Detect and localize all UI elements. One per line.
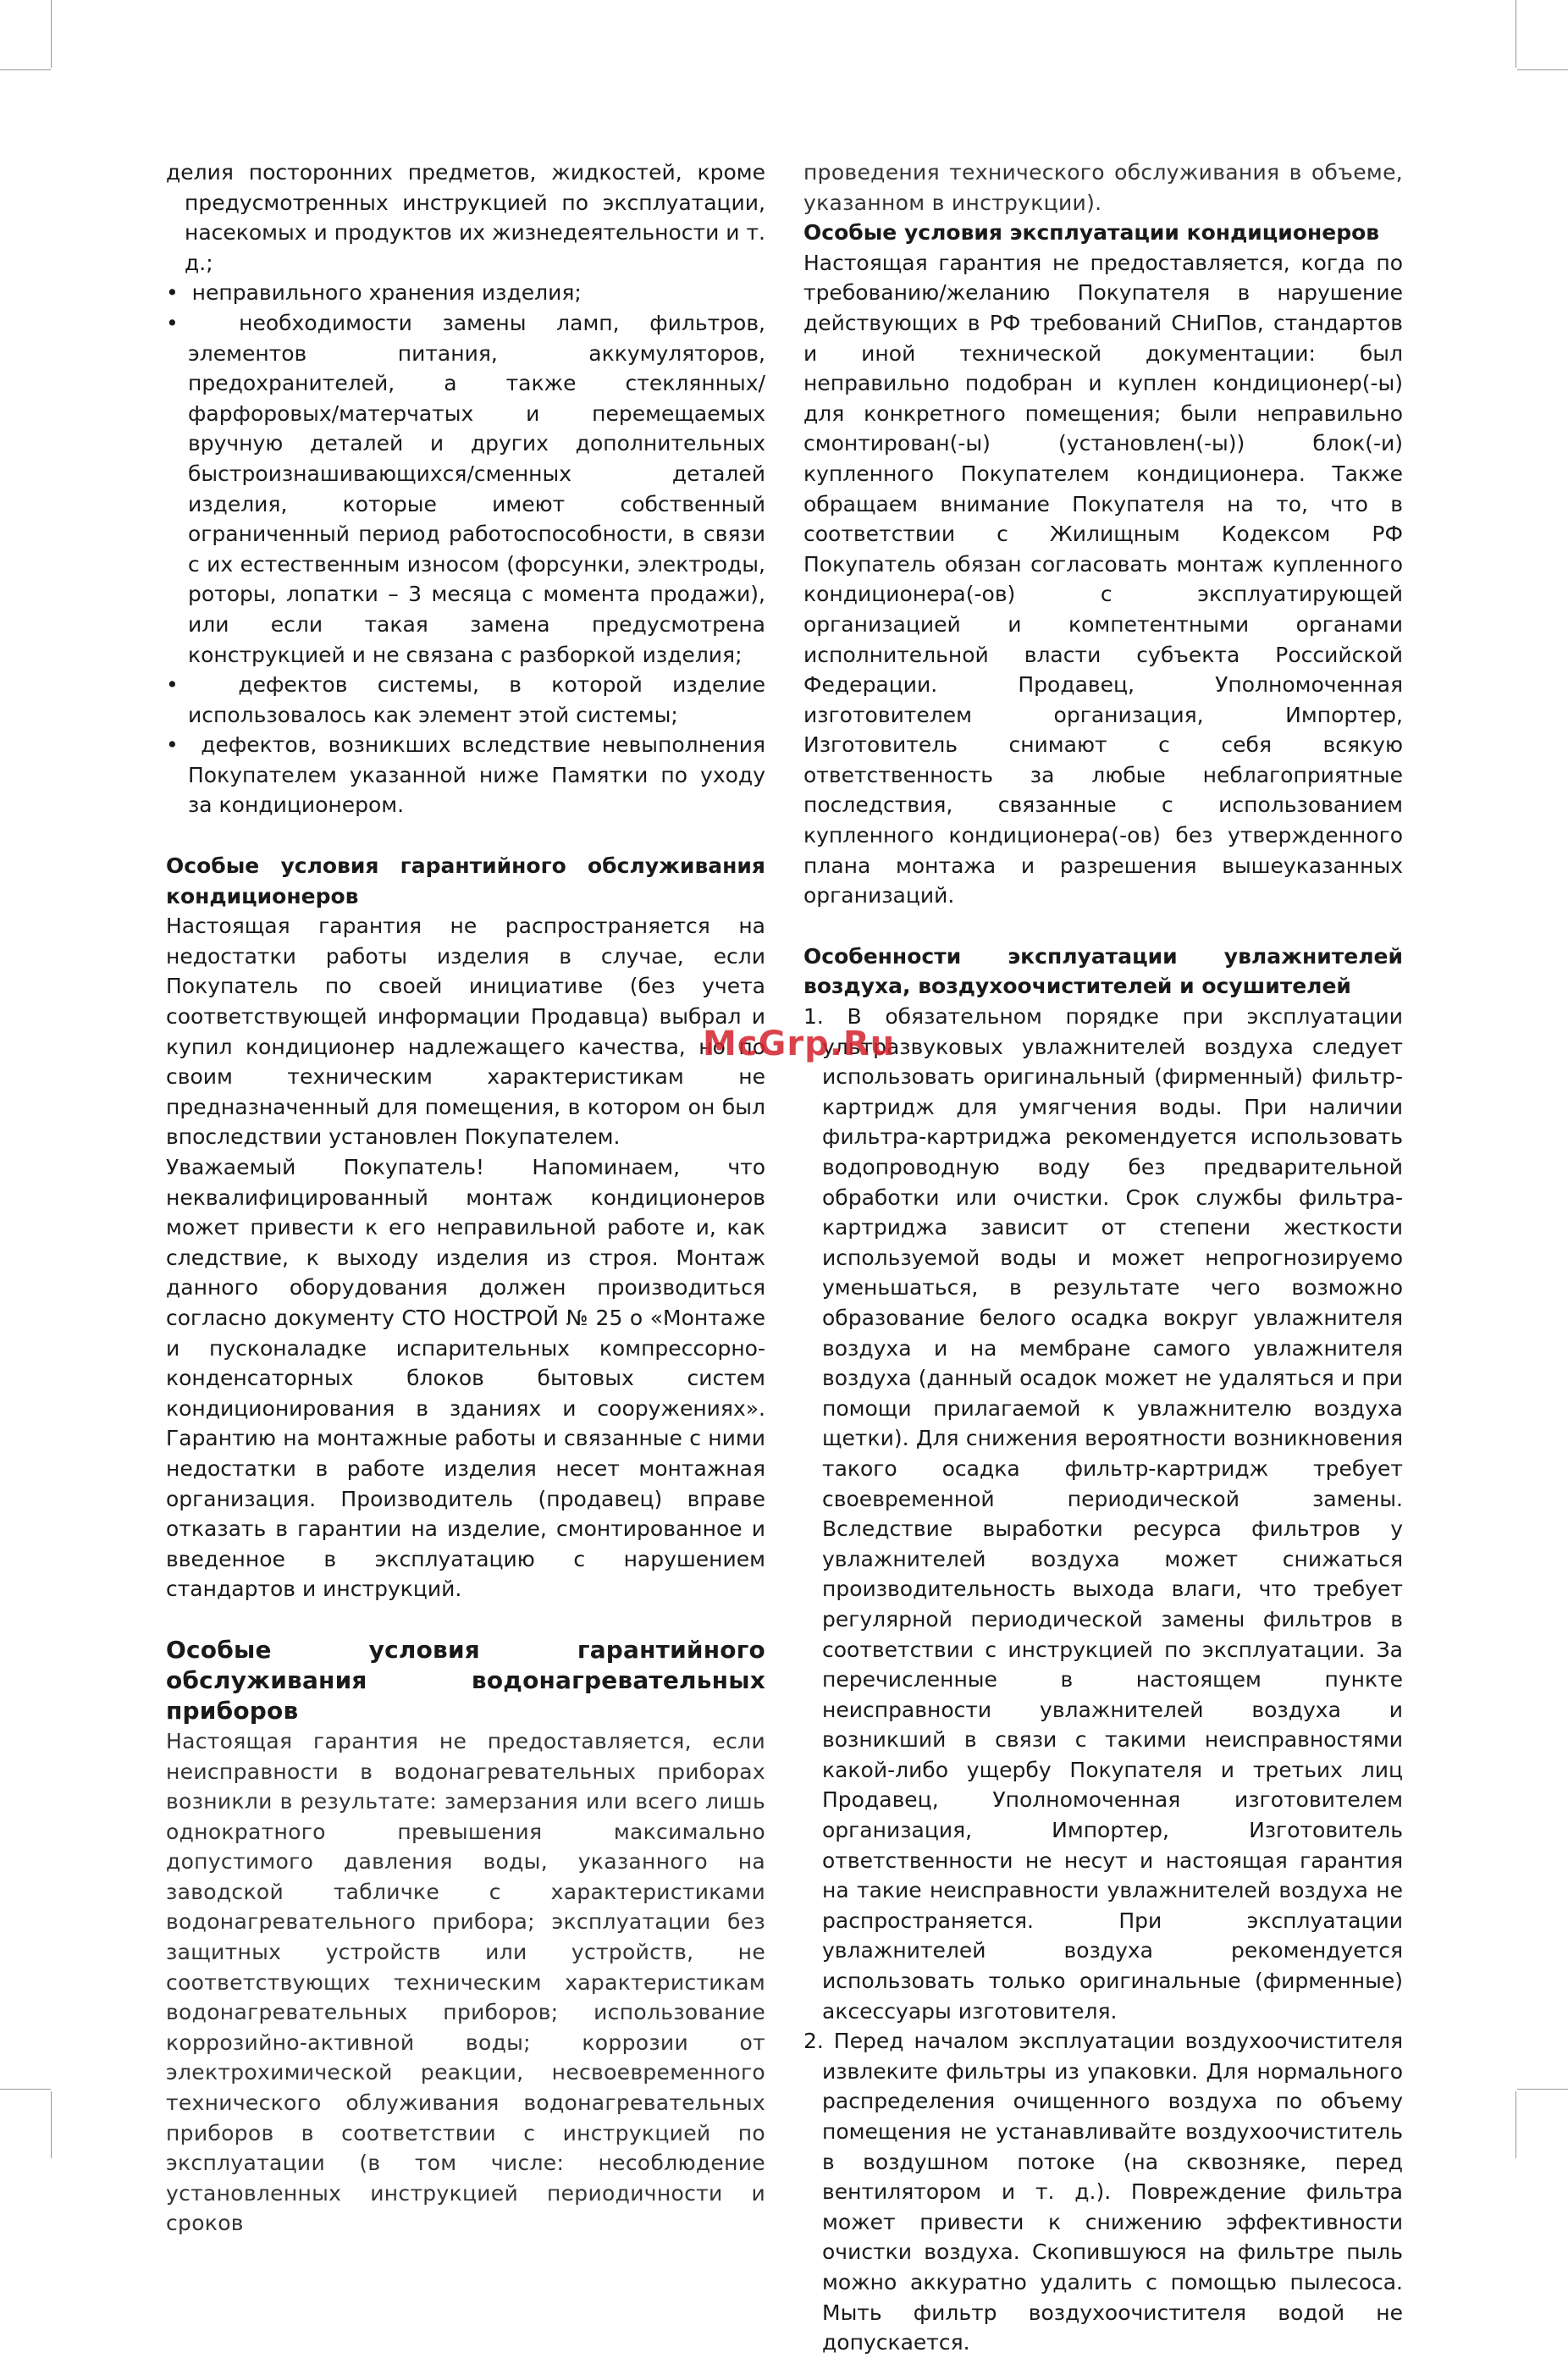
intro-continuation: делия посторонних предметов, жидкостей, кроме предусмотренных инструкцией по эксплуатации, насекомых и продуктов их жизнедеятельности и т. д.; <box>166 160 765 275</box>
crop-mark-bottom-left-h <box>0 2089 51 2090</box>
paragraph: Уважаемый Покупатель! Напоминаем, что неквалифицированный монтаж кондиционеров может привести к его неправильной работе и, как следствие, к выходу изделия из строя. Монтаж данного оборудования должен производиться согласно документу СТО НОСТРОЙ № 25 о «Монтаже и пусконаладке испарительных компрессорно-конденсаторных блоков бытовых систем кондиционирования в зданиях и сооружениях». Гарантию на монтажные работы и связанные с ними недостатки в работе изделия несет монтажная организация. Производитель (продавец) вправе отказать в гарантии на изделие, смонтированное и введенное в эксплуатацию с нарушением стандартов и инструкций. <box>166 1155 765 1602</box>
numbered-item: 1. В обязательном порядке при эксплуатации ультразвуковых увлажнителей воздуха следует использовать оригинальный (фирменный) фильтр-картридж для умягчения воды. При наличии фильтра-картриджа рекомендуется использовать водопроводную воду без предварительной обработки или очистки. Срок службы фильтра-картриджа зависит от степени жесткости используемой воды и может непрогнозируемо уменьшаться, в результате чего возможно образование белого осадка вокруг увлажнителя воздуха и на мембране самого увлажнителя воздуха (данный осадок может не удаляться и при помощи прилагаемой к увлажнителю воздуха щетки). Для снижения вероятности возникновения такого осадка фильтр-картридж требует своевременной периодической замены. Вследствие выработки ресурса фильтров у увлажнителей воздуха может снижаться производительность выхода влаги, что требует регулярной периодической замены фильтров в соответствии с инструкцией по эксплуатации. За перечисленные в настоящем пункте неисправности увлажнителей воздуха и возникший в связи с такими неисправностями какой-либо ущербу Покупателя и третьих лиц Продавец, Уполномоченная изготовителем организация, Импортер, Изготовитель ответственности не несут и настоящая гарантия на такие неисправности увлажнителей воздуха не распространяется. При эксплуатации увлажнителей воздуха рекомендуется использовать только оригинальные (фирменные) аксессуары изготовителя. <box>803 1004 1403 2024</box>
right-column <box>803 157 1403 2358</box>
section-heading-water-heaters-warranty: Особые условия гарантийного обслуживания водонагревательных приборов <box>166 1635 765 1725</box>
crop-mark-top-left <box>51 0 52 68</box>
paragraph: Настоящая гарантия не распространяется на недостатки работы изделия в случае, если Покупатель по своей инициативе (без учета соответствующей информации Продавца) выбрал и купил кондиционер надлежащего качества, но по своим техническим характеристикам не предназначенный для помещения, в котором он был впоследствии установлен Покупателем. <box>166 914 765 1150</box>
bullet-item: • неправильного хранения изделия; <box>166 280 582 306</box>
watermark-text: McGrp.Ru <box>703 1024 896 1063</box>
crop-mark-top-left-h <box>0 69 51 70</box>
spacer <box>803 911 1403 942</box>
bullet-item: • дефектов системы, в которой изделие использовалось как элемент этой системы; <box>166 672 765 727</box>
paragraph: Настоящая гарантия не предоставляется, если неисправности в водонагревательных приборах возникли в результате: замерзания или всего лишь однократного превышения максимально допустимого давления воды, указанного на заводской табличке с характеристиками водонагревательного прибора; эксплуатации без защитных устройств или устройств, не соответствующих техническим характеристикам водонагревательных приборов; использование коррозийно-активной воды; коррозии от электрохимической реакции, несвоевременного технического облуживания водонагревательных приборов в соответствии с инструкцией по эксплуатации (в том числе: несоблюдение установленных инструкцией периодичности и сроков <box>166 1728 765 2236</box>
spacer <box>166 1604 765 1635</box>
numbered-item: 2. Перед началом эксплуатации воздухоочистителя извлеките фильтры из упаковки. Для нормального распределения очищенного воздуха по объему помещения не устанавливайте воздухоочиститель в воздушном потоке (на сквозняке, перед вентилятором и т. д.). Повреждение фильтра может привести к снижению эффективности очистки воздуха. Скопившуюся на фильтре пыль можно аккуратно удалить с помощью пылесоса. Мыть фильтр воздухоочистителя водой не допускается. <box>803 2029 1403 2355</box>
bullet-item: • дефектов, возникших вследствие невыполнения Покупателем указанной ниже Памятки по уходу за кондиционером. <box>166 732 765 818</box>
paragraph: Настоящая гарантия не предоставляется, когда по требованию/желанию Покупателя в нарушение действующих в РФ требований СНиПов, стандартов и иной технической документации: был неправильно подобран и куплен кондиционер(-ы) для конкретного помещения; были неправильно смонтирован(-ы) (установлен(-ы)) блок(-и) купленного Покупателем кондиционера. Также обращаем внимание Покупателя на то, что в соответствии с Жилищным Кодексом РФ Покупатель обязан согласовать монтаж купленного кондиционера(-ов) с эксплуатирующей организацией и компетентными органами исполнительной власти субъекта Российской Федерации. Продавец, Уполномоченная изготовителем организация, Импортер, Изготовитель снимают с себя всякую ответственность за любые неблагоприятные последствия, связанные с использованием купленного кондиционера(-ов) без утвержденного плана монтажа и разрешения вышеуказанных организаций. <box>803 250 1403 908</box>
crop-mark-top-right-h <box>1517 69 1568 70</box>
section-heading-air-conditioners-operation: Особые условия эксплуатации кондиционеров <box>803 220 1380 246</box>
paragraph-continuation: проведения технического обслуживания в объеме, указанном в инструкции). <box>803 160 1403 215</box>
spacer <box>166 820 765 851</box>
section-heading-humidifiers: Особенности эксплуатации увлажнителей воздуха, воздухоочистителей и осушителей <box>803 943 1403 999</box>
left-column <box>166 157 765 2239</box>
bullet-item: • необходимости замены ламп, фильтров, элементов питания, аккумуляторов, предохранителей, а также стеклянных/фарфоровых/матерчатых и перемещаемых вручную деталей и других дополнительных быстроизнашивающихся/сменных деталей изделия, которые имеют собственный ограниченный период работоспособности, в связи с их естественным износом (форсунки, электроды, роторы, лопатки – 3 месяца с момента продажи), или если такая замена предусмотрена конструкцией и не связана с разборкой изделия; <box>166 310 766 667</box>
crop-mark-bottom-right-h <box>1517 2089 1568 2090</box>
crop-mark-bottom-left <box>51 2091 52 2158</box>
section-heading-air-conditioners-warranty: Особые условия гарантийного обслуживания кондиционеров <box>166 853 765 908</box>
